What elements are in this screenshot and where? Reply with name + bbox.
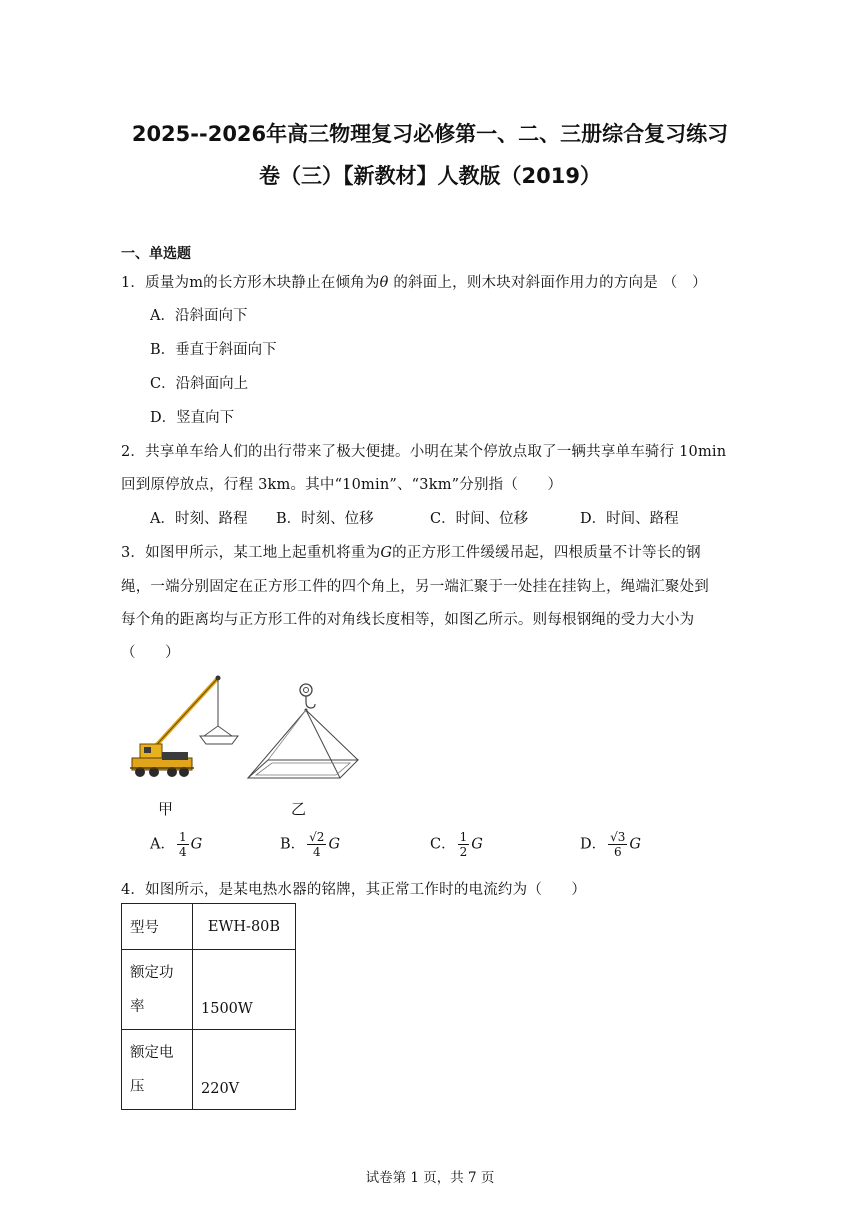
- question-3-line-4: （ ）: [121, 645, 180, 661]
- q1-option-b[interactable]: B．垂直于斜面向下: [150, 342, 277, 358]
- q2-option-c[interactable]: C．时间、位移: [430, 511, 529, 527]
- question-3-line-1: 3．如图甲所示，某工地上起重机将重为G的正方形工件缓缓吊起，四根质量不计等长的钢: [121, 545, 701, 561]
- table-cell: 1500W: [193, 950, 296, 1030]
- q1-option-a[interactable]: A．沿斜面向下: [150, 308, 248, 324]
- section-heading: 一、单选题: [121, 246, 191, 262]
- cable-pyramid-figure: [244, 682, 362, 782]
- q1-option-c[interactable]: C．沿斜面向上: [150, 376, 249, 392]
- table-cell: EWH-80B: [193, 904, 296, 950]
- q1-option-d[interactable]: D．竖直向下: [150, 410, 235, 426]
- page-footer: 试卷第 1 页，共 7 页: [365, 1170, 495, 1186]
- q2-option-b[interactable]: B．时刻、位移: [276, 511, 374, 527]
- table-row: [122, 1030, 296, 1110]
- table-cell: 220V: [193, 1030, 296, 1110]
- page-title-line-1: 2025--2026年高三物理复习必修第一、二、三册综合复习练习: [131, 122, 729, 146]
- page-title-line-2: 卷（三）【新教材】人教版（2019）: [259, 164, 601, 188]
- q3-option-a[interactable]: A． $\frac{1}{4}$ G: [150, 830, 203, 859]
- crane-figure: [128, 672, 240, 784]
- q2-option-a[interactable]: A．时刻、路程: [150, 511, 248, 527]
- question-3-line-3: 每个角的距离均与正方形工件的对角线长度相等，如图乙所示。则每根钢绳的受力大小为: [121, 612, 695, 628]
- q3-option-d[interactable]: D． $\frac{√3}{6}$ G: [580, 830, 642, 859]
- table-cell: 额定功 率: [122, 950, 193, 1030]
- question-4-stem: 4．如图所示，是某电热水器的铭牌，其正常工作时的电流约为（ ）: [121, 882, 587, 898]
- table-cell: 型号: [122, 904, 193, 950]
- question-2-line-2: 回到原停放点，行程 3km。其中“10min”、“3km”分别指（ ）: [121, 477, 563, 493]
- nameplate-table: [121, 903, 296, 1110]
- table-row: [122, 904, 296, 950]
- question-3-line-2: 绳，一端分别固定在正方形工件的四个角上，另一端汇聚于一处挂在挂钩上，绳端汇聚处到: [121, 579, 709, 595]
- q3-option-c[interactable]: C． $\frac{1}{2}$ G: [430, 830, 483, 859]
- question-1-stem: 1．质量为m的长方形木块静止在倾角为θ 的斜面上，则木块对斜面作用力的方向是 （ ）: [121, 275, 707, 291]
- table-cell: 额定电 压: [122, 1030, 193, 1110]
- figure-label-jia: 甲: [158, 800, 174, 818]
- q3-option-b[interactable]: B． $\frac{√2}{4}$ G: [280, 830, 341, 859]
- figure-label-yi: 乙: [291, 800, 307, 818]
- table-row: [122, 950, 296, 1030]
- q2-option-d[interactable]: D．时间、路程: [580, 511, 679, 527]
- question-2-line-1: 2．共享单车给人们的出行带来了极大便捷。小明在某个停放点取了一辆共享单车骑行 10min: [121, 444, 727, 460]
